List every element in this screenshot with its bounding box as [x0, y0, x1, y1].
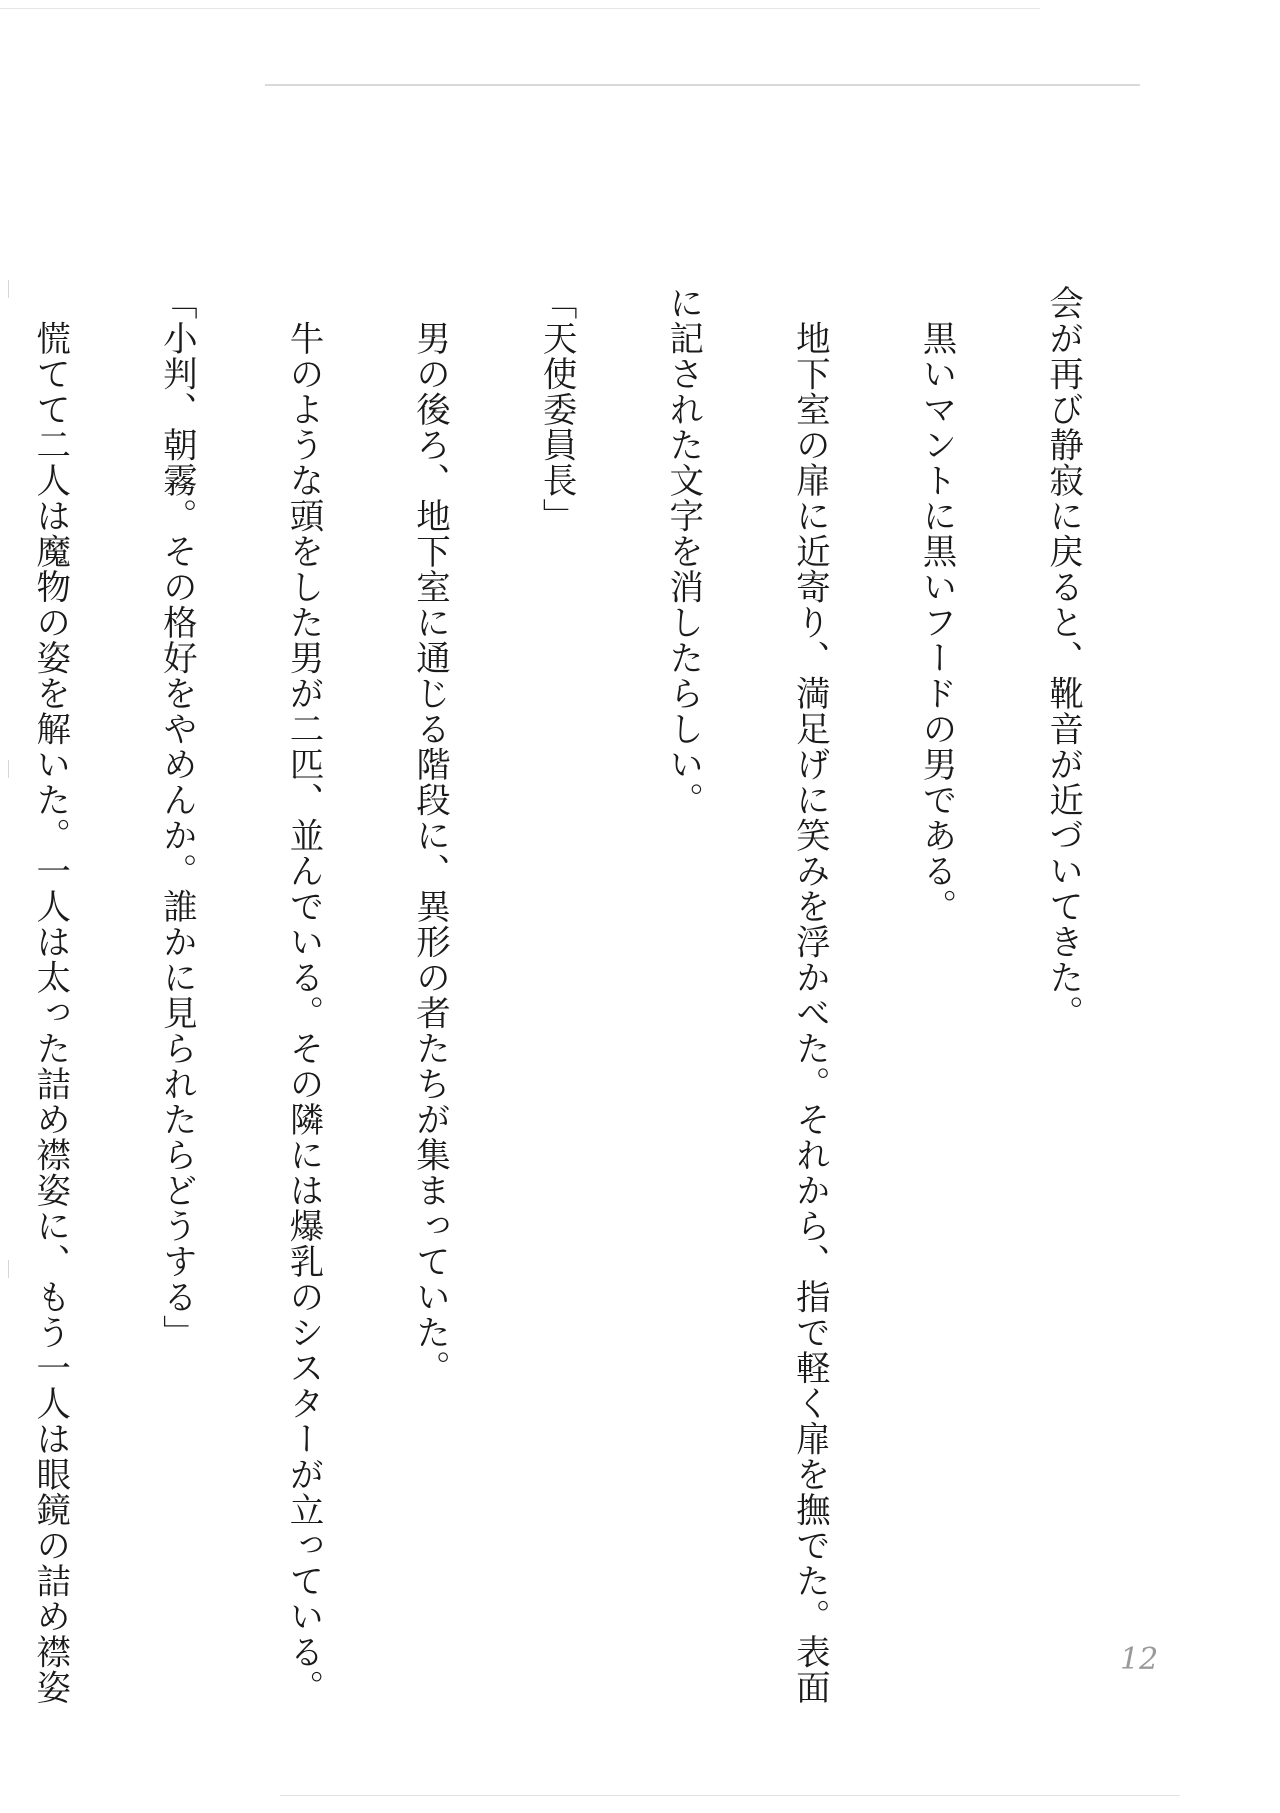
scan-edge-top — [265, 84, 1140, 86]
text-line: 慌てて二人は魔物の姿を解いた。一人は太った詰め襟姿に、もう一人は眼鏡の詰め襟姿 — [29, 285, 70, 1705]
text-line: 黒いマントに黒いフードの男である。 — [915, 285, 956, 924]
text-line: 牛のような頭をした男が二匹、並んでいる。その隣には爆乳のシスターが立っている。 — [282, 285, 323, 1705]
text-line: 会が再び静寂に戻ると、靴音が近づいてきた。 — [1042, 285, 1083, 1031]
text-line: に記された文字を消したらしい。 — [662, 285, 703, 818]
page-number: 12 — [1120, 1642, 1159, 1677]
vertical-text-body — [29, 285, 1168, 1705]
text-line: 「小判、朝霧。その格好をやめんか。誰かに見られたらどうする」 — [156, 285, 197, 1350]
text-line: 地下室の扉に近寄り、満足げに笑みを浮かべた。それから、指で軽く扉を撫でた。表面 — [789, 285, 830, 1705]
text-line: 「天使委員長」 — [536, 285, 577, 534]
scan-edge-bottom — [280, 1795, 1180, 1796]
text-line: 男の後ろ、地下室に通じる階段に、異形の者たちが集まっていた。 — [409, 285, 450, 1386]
scan-dash-top — [0, 8, 1040, 9]
